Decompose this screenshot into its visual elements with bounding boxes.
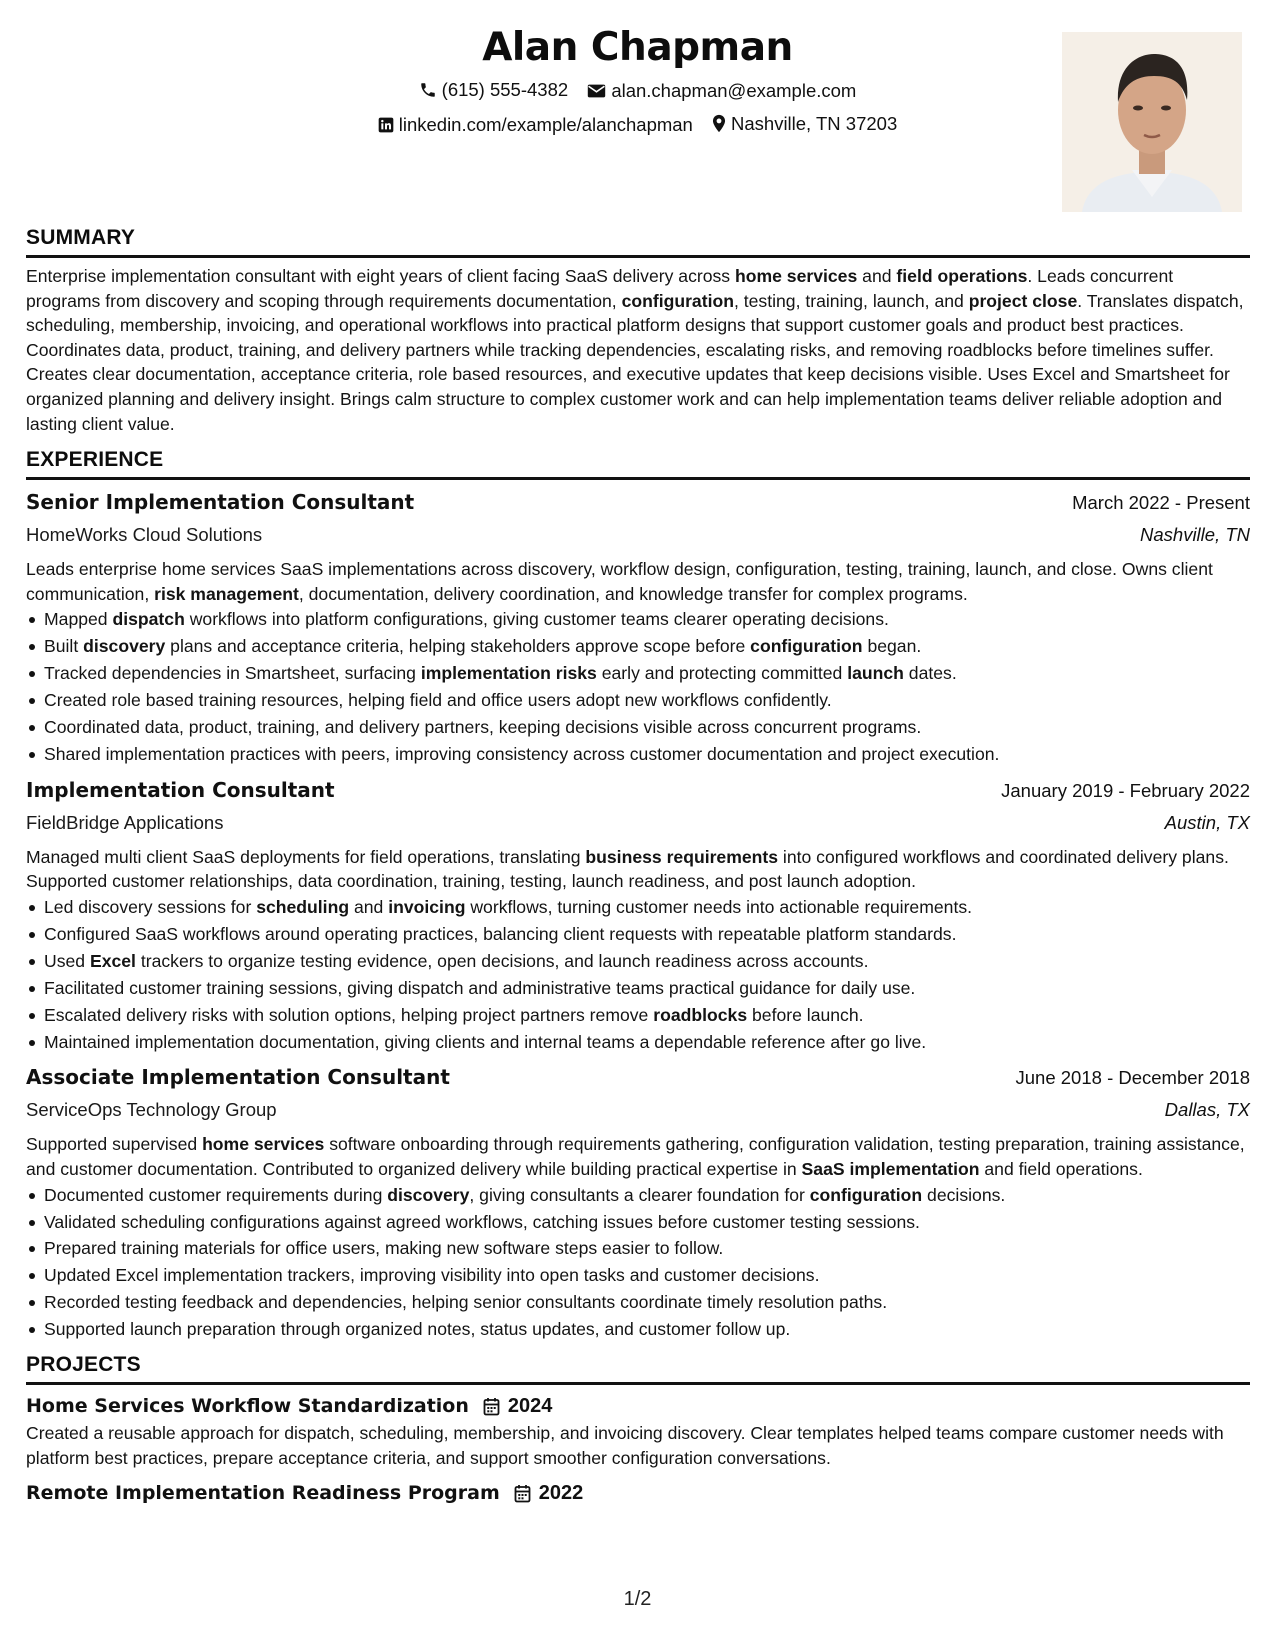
job-title: Implementation Consultant [26, 777, 335, 802]
achievement-bullet [26, 1002, 1250, 1029]
text-run: Prepared training materials for office users, making new software steps easier to follow. [44, 1238, 724, 1259]
achievement-bullet [26, 1029, 1250, 1056]
job-description [26, 1132, 1250, 1181]
job-dates: March 2022 - Present [1072, 492, 1250, 514]
text-run: , testing, training, launch, and [733, 290, 969, 311]
text-run: Built [44, 636, 84, 657]
section-title-summary: SUMMARY [26, 226, 136, 249]
emphasized-text: configuration [809, 1184, 923, 1205]
text-run: Supported supervised [26, 1134, 203, 1155]
text-run: into configured workflows and coordinated delivery plans. Supported customer relationships, data coordination, training, testing, launch readiness, and post launch adoption. [26, 846, 1229, 892]
text-run: , documentation, delivery coordination, and knowledge transfer for complex programs. [298, 583, 968, 604]
email-contact [587, 75, 856, 106]
project-list [26, 1391, 1250, 1508]
job-header-row [26, 1061, 1250, 1094]
achievement-bullet [26, 1262, 1250, 1289]
project-year: 2024 [507, 1395, 553, 1418]
achievement-bullet [26, 714, 1250, 741]
text-run: Enterprise implementation consultant with eight years of client facing SaaS delivery across [26, 266, 735, 286]
emphasized-text: dispatch [112, 609, 185, 630]
job-entry [26, 774, 1250, 1056]
section-divider [26, 477, 1250, 480]
text-run: plans and acceptance criteria, helping stakeholders approve scope before [165, 636, 751, 657]
achievement-list [26, 606, 1250, 767]
text-run: trackers to organize testing evidence, open decisions, and launch readiness across accounts. [135, 950, 869, 971]
project-header [26, 1391, 1250, 1421]
job-header-row [26, 774, 1250, 807]
job-description [26, 845, 1250, 894]
linkedin-url[interactable]: linkedin.com/example/alanchapman [398, 114, 693, 135]
text-run: Configured SaaS workflows around operating practices, balancing client requests with repeatable platform standards. [44, 923, 957, 944]
achievement-bullet [26, 741, 1250, 768]
job-location: Dallas, TX [1164, 1099, 1250, 1121]
emphasized-text: home services [202, 1134, 325, 1155]
emphasized-text: SaaS implementation [801, 1159, 980, 1179]
text-run: . Leads concurrent programs from discovery and scoping through requirements documentation, [26, 266, 1174, 311]
linkedin-contact [378, 109, 693, 140]
headshot-image [1062, 32, 1242, 212]
section-title-projects: PROJECTS [26, 1353, 141, 1377]
job-location: Nashville, TN [1140, 524, 1250, 546]
achievement-bullet [26, 606, 1250, 633]
linkedin-icon [378, 117, 394, 133]
map-pin-icon [712, 114, 726, 133]
text-run: Supported launch preparation through organized notes, status updates, and customer follow up. [44, 1319, 791, 1340]
calendar-icon [514, 1484, 531, 1503]
resume-body [26, 224, 1250, 1508]
company-name: ServiceOps Technology Group [26, 1099, 277, 1121]
experience-section [26, 446, 1250, 1343]
achievement-bullet [26, 1182, 1250, 1209]
project-entry [26, 1478, 1250, 1508]
emphasized-text: launch [847, 663, 904, 684]
job-entry [26, 1061, 1250, 1343]
job-list [26, 486, 1250, 1343]
achievement-list [26, 1182, 1250, 1343]
text-run: Mapped [44, 609, 113, 630]
profile-photo [1062, 32, 1242, 212]
candidate-name: Alan Chapman [482, 25, 793, 70]
project-name: Home Services Workflow Standardization [26, 1395, 469, 1418]
job-subheader-row [26, 1094, 1250, 1126]
emphasized-text: project close [968, 290, 1078, 311]
emphasized-text: configuration [750, 636, 863, 657]
project-description: Created a reusable approach for dispatch, scheduling, membership, and invoicing discovery. Clear templates helped teams compare customer needs with platform best practices, prepare acceptance criteria, and support smoother configuration conversations. [26, 1423, 1224, 1468]
emphasized-text: discovery [83, 636, 166, 657]
text-run: Escalated delivery risks with solution options, helping project partners remove [44, 1004, 654, 1025]
project-entry [26, 1391, 1250, 1470]
phone-icon [419, 81, 437, 99]
emphasized-text: Excel [89, 950, 136, 971]
project-name: Remote Implementation Readiness Program [26, 1482, 500, 1505]
text-run: Updated Excel implementation trackers, improving visibility into open tasks and customer decisions. [44, 1265, 820, 1286]
achievement-bullet [26, 1316, 1250, 1343]
project-year: 2022 [538, 1482, 584, 1505]
text-run: early and protecting committed [596, 663, 848, 684]
achievement-bullet [26, 633, 1250, 660]
job-title: Senior Implementation Consultant [26, 490, 415, 515]
text-run: and [857, 266, 897, 286]
text-run: Managed multi client SaaS deployments for field operations, translating [26, 846, 586, 867]
emphasized-text: discovery [387, 1184, 470, 1205]
text-run: dates. [903, 663, 957, 684]
text-run: Recorded testing feedback and dependencies, helping senior consultants coordinate timely resolution paths. [44, 1292, 888, 1313]
text-run: workflows, turning customer needs into actionable requirements. [465, 896, 973, 917]
section-divider [26, 255, 1250, 258]
emphasized-text: invoicing [388, 896, 466, 917]
emphasized-text: implementation risks [420, 663, 597, 684]
text-run: and field operations. [979, 1159, 1143, 1179]
job-dates: June 2018 - December 2018 [1015, 1067, 1250, 1089]
text-run: Leads enterprise home services SaaS implementations across discovery, workflow design, configuration, testing, training, launch, and close. Owns client communication, [26, 559, 1213, 604]
text-run: began. [862, 636, 922, 657]
summary-section [26, 224, 1250, 436]
achievement-bullet [26, 1209, 1250, 1236]
summary-paragraph [26, 264, 1250, 436]
calendar-icon [483, 1397, 500, 1416]
text-run: Documented customer requirements during [44, 1184, 388, 1205]
text-run: Used [44, 950, 90, 971]
candidate-location: Nashville, TN 37203 [731, 112, 898, 134]
text-run: , giving consultants a clearer foundation for [469, 1184, 810, 1205]
achievement-bullet [26, 948, 1250, 975]
text-run: Tracked dependencies in Smartsheet, surfacing [44, 663, 421, 684]
job-description [26, 557, 1250, 606]
job-subheader-row [26, 807, 1250, 839]
emphasized-text: business requirements [585, 846, 779, 867]
section-title-experience: EXPERIENCE [26, 448, 164, 472]
location-contact [712, 108, 897, 139]
text-run: before launch. [747, 1004, 864, 1025]
job-location: Austin, TX [1164, 811, 1250, 833]
achievement-bullet [26, 975, 1250, 1002]
text-run: and [349, 896, 389, 917]
company-name: HomeWorks Cloud Solutions [26, 524, 263, 546]
job-dates: January 2019 - February 2022 [1001, 779, 1250, 801]
emphasized-text: field operations [896, 266, 1028, 286]
text-run: Maintained implementation documentation, giving clients and internal teams a dependable reference after go live. [44, 1031, 927, 1052]
achievement-bullet [26, 921, 1250, 948]
text-run: Led discovery sessions for [44, 896, 257, 917]
emphasized-text: configuration [621, 290, 734, 311]
emphasized-text: scheduling [256, 896, 350, 917]
page-number: 1/2 [623, 1588, 652, 1610]
text-run: Shared implementation practices with peers, improving consistency across customer documentation and project execution. [44, 743, 1000, 764]
phone-contact [419, 74, 569, 105]
phone-number[interactable]: (615) 555-4382 [441, 79, 569, 100]
job-title: Associate Implementation Consultant [26, 1065, 450, 1090]
achievement-bullet [26, 1289, 1250, 1316]
project-header [26, 1478, 1250, 1508]
section-divider [26, 1382, 1250, 1385]
achievement-bullet [26, 687, 1250, 714]
text-run: . Translates dispatch, scheduling, membership, invoicing, and operational workflows into practical platform designs that support customer goals and product best practices. Coordinates data, product, training, and delivery partners while tracking dependencies, escalating risks, and removing roadblocks before timelines suffer. Creates clear documentation, acceptance criteria, role based resources, and executive updates that keep decisions visible. Uses Excel and Smartsheet for organized planning and delivery insight. Brings calm structure to complex customer work and can help implementation teams deliver reliable adoption and lasting client value. [26, 290, 1244, 434]
text-run: workflows into platform configurations, giving customer teams clearer operating decisions. [184, 609, 889, 630]
text-run: decisions. [922, 1184, 1006, 1205]
job-entry [26, 486, 1250, 768]
achievement-list [26, 894, 1250, 1055]
job-header-row [26, 486, 1250, 519]
achievement-bullet [26, 1235, 1250, 1262]
emphasized-text: home services [735, 266, 858, 286]
text-run: software onboarding through requirements gathering, configuration validation, testing preparation, training assistance, and customer documentation. Contributed to organized delivery while building practical expertise in [26, 1134, 1245, 1179]
text-run: Validated scheduling configurations against agreed workflows, catching issues before customer testing sessions. [44, 1211, 920, 1232]
emphasized-text: risk management [154, 583, 299, 604]
company-name: FieldBridge Applications [26, 811, 224, 833]
text-run: Coordinated data, product, training, and delivery partners, keeping decisions visible across concurrent programs. [44, 716, 922, 737]
text-run: Facilitated customer training sessions, giving dispatch and administrative teams practical guidance for daily use. [44, 977, 916, 998]
text-run: Created role based training resources, helping field and office users adopt new workflows confidently. [44, 690, 832, 711]
envelope-icon [587, 83, 606, 99]
job-subheader-row [26, 519, 1250, 551]
emphasized-text: roadblocks [653, 1004, 748, 1025]
email-address[interactable]: alan.chapman@example.com [611, 80, 857, 101]
achievement-bullet [26, 894, 1250, 921]
achievement-bullet [26, 660, 1250, 687]
projects-section [26, 1351, 1250, 1508]
